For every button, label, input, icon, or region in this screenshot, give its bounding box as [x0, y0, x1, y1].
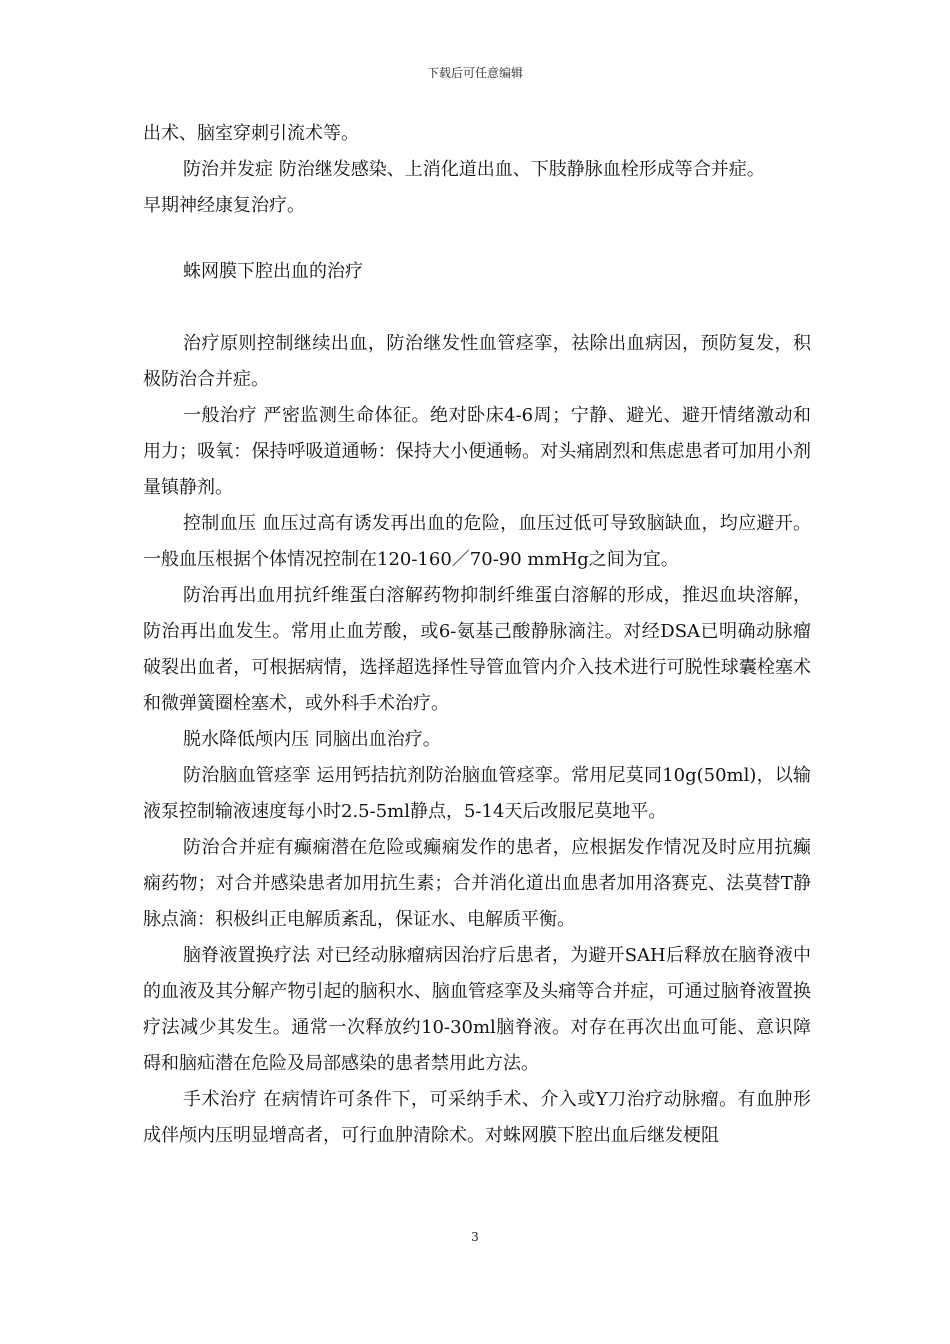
paragraph: 防治脑血管痉挛 运用钙拮抗剂防治脑血管痉挛。常用尼莫同10g(50ml)，以输液泵控制输液速度每小时2.5-5ml静点，5-14天后改服尼莫地平。 [143, 765, 811, 822]
document-body [143, 116, 811, 1154]
paragraph: 脱水降低颅内压 同脑出血治疗。 [183, 729, 441, 750]
paragraph: 手术治疗 在病情许可条件下，可采纳手术、介入或Y刀治疗动脉瘤。有血肿形成伴颅内压明显增高者，可行血肿清除术。对蛛网膜下腔出血后继发梗阻 [143, 1089, 811, 1146]
page-header: 下载后可任意编辑 [426, 66, 523, 80]
paragraph: 控制血压 血压过高有诱发再出血的危险，血压过低可导致脑缺血，均应避开。一般血压根据个体情况控制在120-160／70-90 mmHg之间为宜。 [143, 513, 811, 570]
paragraph: 脑脊液置换疗法 对已经动脉瘤病因治疗后患者，为避开SAH后释放在脑脊液中的血液及其分解产物引起的脑积水、脑血管痉挛及头痛等合并症，可通过脑脊液置换疗法减少其发生。通常一次释放约10-30ml脑脊液。对存在再次出血可能、意识障碍和脑疝潜在危险及局部感染的患者禁用此方法。 [143, 945, 811, 1074]
page-number: 3 [471, 1230, 479, 1244]
paragraph: 防治合并症有癫痫潜在危险或癫痫发作的患者，应根据发作情况及时应用抗癫痫药物；对合并感染患者加用抗生素；合并消化道出血患者加用洛赛克、法莫替T静脉点滴：积极纠正电解质紊乱，保证水、电解质平衡。 [143, 837, 811, 930]
spacer [143, 290, 811, 326]
paragraph: 一般治疗 严密监测生命体征。绝对卧床4-6周；宁静、避光、避开情绪激动和用力；吸氧：保持呼吸道通畅：保持大小便通畅。对头痛剧烈和焦虑患者可加用小剂量镇静剂。 [143, 405, 811, 498]
spacer [143, 224, 811, 254]
paragraph: 治疗原则控制继续出血，防治继发性血管痉挛，祛除出血病因，预防复发，积极防治合并症。 [143, 333, 811, 390]
section-heading: 蛛网膜下腔出血的治疗 [183, 261, 363, 282]
paragraph: 早期神经康复治疗。 [143, 195, 305, 216]
paragraph: 防治并发症 防治继发感染、上消化道出血、下肢静脉血栓形成等合并症。 [183, 159, 765, 180]
paragraph: 防治再出血用抗纤维蛋白溶解药物抑制纤维蛋白溶解的形成，推迟血块溶解，防治再出血发生。常用止血芳酸，或6-氨基己酸静脉滴注。对经DSA已明确动脉瘤破裂出血者，可根据病情，选择超选择性导管血管内介入技术进行可脱性球囊栓塞术和微弹簧圈栓塞术，或外科手术治疗。 [143, 585, 811, 714]
paragraph: 出术、脑室穿刺引流术等。 [143, 123, 359, 144]
